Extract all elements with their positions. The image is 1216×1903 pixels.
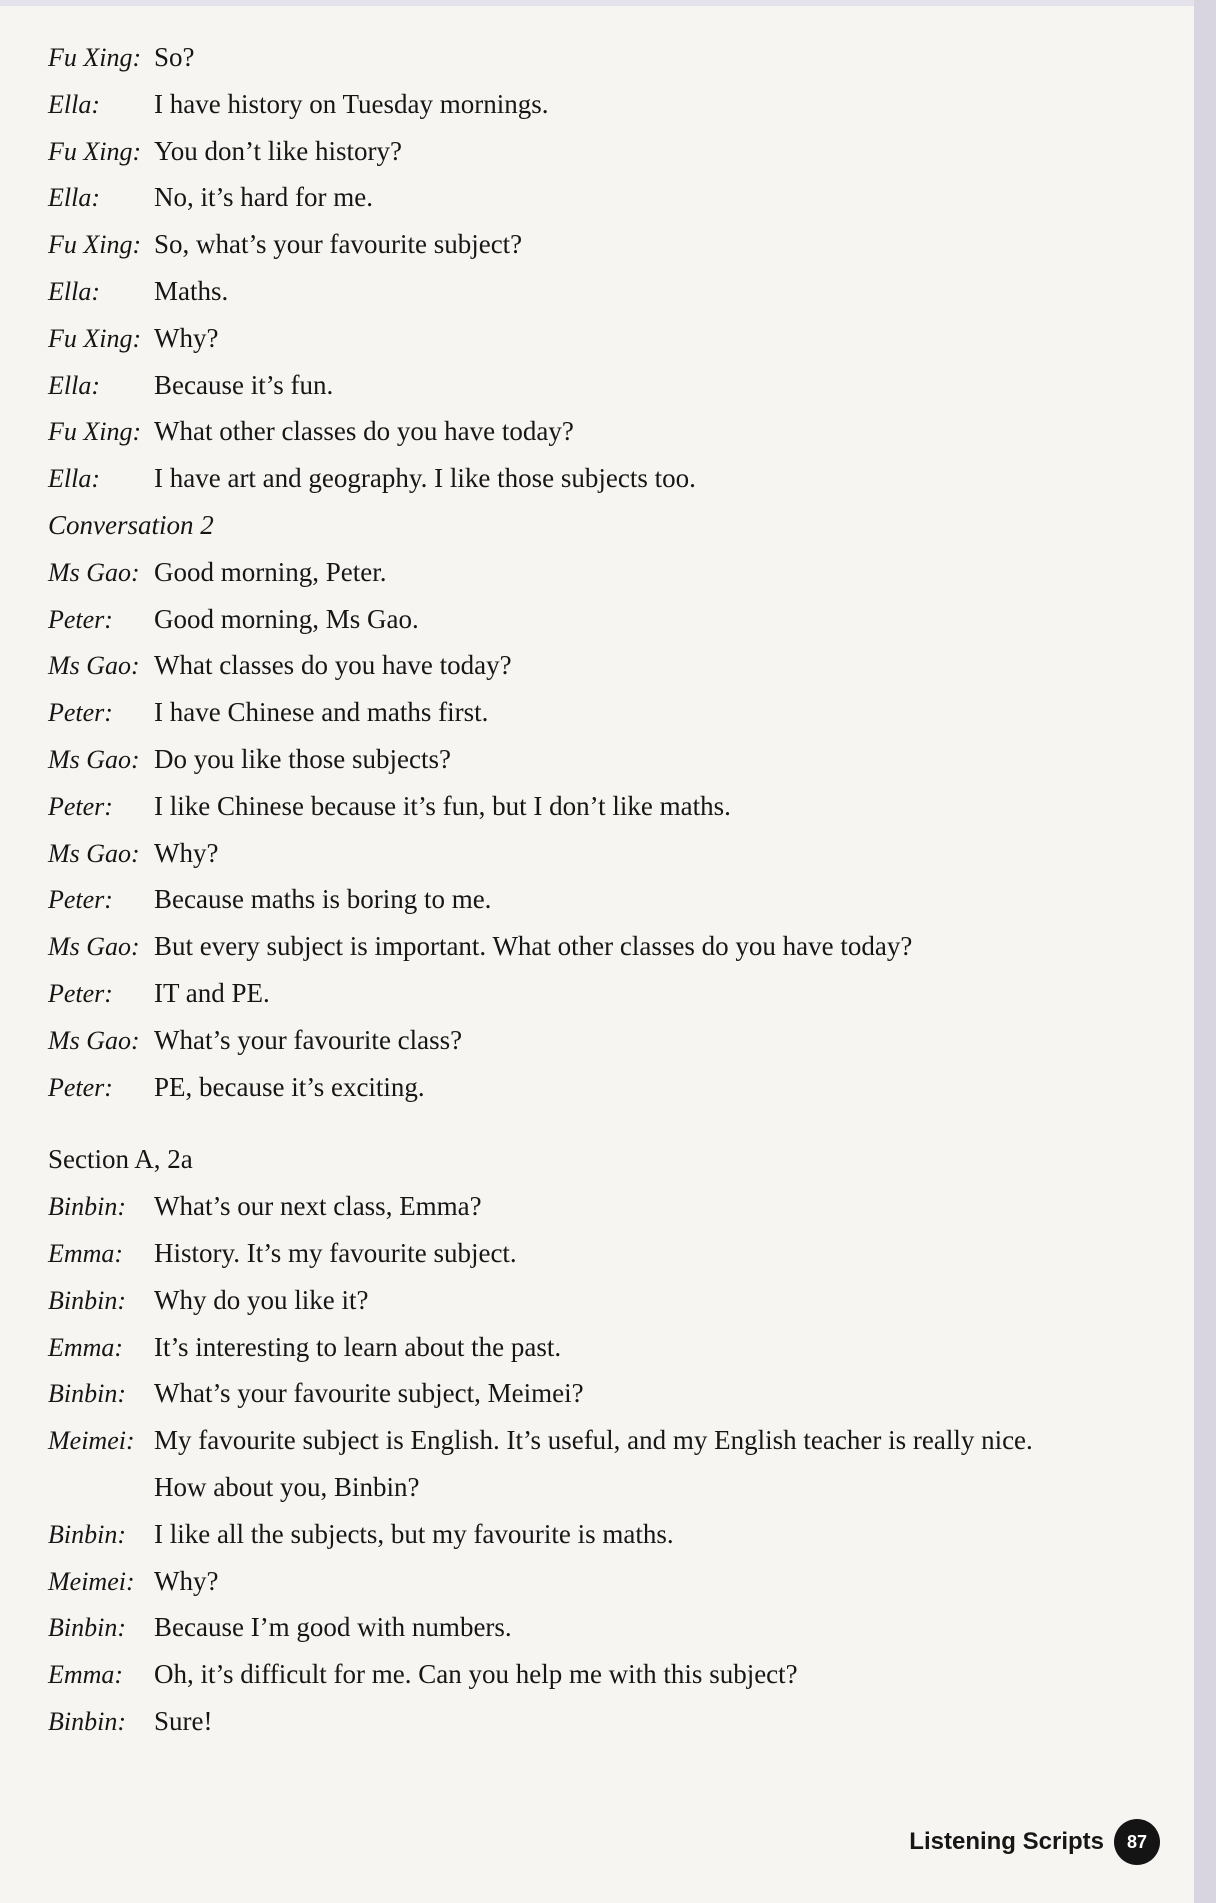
speaker-label: Ella: bbox=[48, 464, 100, 494]
conversation-2 bbox=[48, 549, 1168, 1111]
dialogue-text: Why do you like it? bbox=[154, 1284, 369, 1315]
dialogue-line bbox=[48, 1017, 1168, 1064]
speaker-label: Ms Gao: bbox=[48, 744, 140, 774]
dialogue-line bbox=[48, 876, 1168, 923]
dialogue-text: Why? bbox=[154, 1565, 219, 1596]
dialogue-text: I have Chinese and maths first. bbox=[154, 697, 489, 728]
speaker-label: Binbin: bbox=[48, 1379, 126, 1409]
dialogue-text: I have art and geography. I like those subjects too. bbox=[154, 463, 696, 494]
dialogue-text: I like all the subjects, but my favourite is maths. bbox=[154, 1518, 674, 1549]
dialogue-line bbox=[48, 268, 1168, 315]
speaker-label: Binbin: bbox=[48, 1192, 126, 1222]
speaker-label: Peter: bbox=[48, 604, 113, 634]
page-top-edge bbox=[0, 0, 1216, 6]
dialogue-text: Do you like those subjects? bbox=[154, 743, 451, 774]
speaker-label: Peter: bbox=[48, 885, 113, 915]
dialogue-line bbox=[48, 1230, 1168, 1277]
dialogue-text: So? bbox=[154, 42, 195, 72]
dialogue-line bbox=[48, 736, 1168, 783]
dialogue-text: Oh, it’s difficult for me. Can you help me with this subject? bbox=[154, 1659, 798, 1690]
dialogue-line bbox=[48, 1370, 1168, 1417]
speaker-label: Fu Xing: bbox=[48, 136, 142, 166]
speaker-label: Fu Xing: bbox=[48, 43, 142, 72]
dialogue-text: What’s your favourite class? bbox=[154, 1024, 463, 1055]
dialogue-line bbox=[48, 315, 1168, 362]
dialogue-text: Because I’m good with numbers. bbox=[154, 1612, 512, 1643]
dialogue-line bbox=[48, 362, 1168, 409]
speaker-label: Emma: bbox=[48, 1660, 124, 1690]
speaker-label: Fu Xing: bbox=[48, 230, 142, 260]
dialogue-text: No, it’s hard for me. bbox=[154, 182, 373, 213]
dialogue-line bbox=[48, 1277, 1168, 1324]
conversation-2-heading: Conversation 2 bbox=[48, 509, 214, 540]
speaker-label: Ella: bbox=[48, 89, 100, 119]
dialogue-text: I have history on Tuesday mornings. bbox=[154, 88, 549, 119]
page-number-badge: 87 bbox=[1114, 1819, 1160, 1865]
dialogue-text: History. It’s my favourite subject. bbox=[154, 1237, 517, 1268]
dialogue-line bbox=[48, 34, 1168, 81]
speaker-label: Ella: bbox=[48, 370, 100, 400]
speaker-label: Fu Xing: bbox=[48, 323, 142, 353]
dialogue-text: You don’t like history? bbox=[154, 135, 403, 166]
speaker-label: Binbin: bbox=[48, 1706, 126, 1736]
dialogue-text: Sure! bbox=[154, 1705, 213, 1736]
dialogue-line bbox=[48, 455, 1168, 502]
dialogue-text: PE, because it’s exciting. bbox=[154, 1071, 425, 1102]
dialogue-line bbox=[48, 1064, 1168, 1111]
dialogue-line bbox=[48, 1651, 1168, 1698]
dialogue-text: My favourite subject is English. It’s useful, and my English teacher is really nice. bbox=[154, 1425, 1033, 1456]
dialogue-text: Because it’s fun. bbox=[154, 369, 334, 400]
dialogue-text: What other classes do you have today? bbox=[154, 416, 574, 447]
dialogue-line bbox=[48, 642, 1168, 689]
dialogue-line bbox=[48, 1558, 1168, 1605]
speaker-label: Ms Gao: bbox=[48, 932, 140, 962]
dialogue-text: IT and PE. bbox=[154, 977, 270, 1008]
dialogue-line bbox=[48, 970, 1168, 1017]
dialogue-line bbox=[48, 174, 1168, 221]
dialogue-line bbox=[48, 830, 1168, 877]
footer-title: Listening Scripts bbox=[909, 1828, 1104, 1855]
dialogue-text: Good morning, Peter. bbox=[154, 556, 387, 587]
speaker-label: Peter: bbox=[48, 791, 113, 821]
speaker-label: Meimei: bbox=[48, 1426, 135, 1456]
dialogue-line bbox=[48, 596, 1168, 643]
section-a-2a bbox=[48, 1183, 1168, 1745]
dialogue-line bbox=[48, 1417, 1168, 1464]
speaker-label: Ms Gao: bbox=[48, 557, 140, 587]
dialogue-line bbox=[48, 1604, 1168, 1651]
speaker-label: Ms Gao: bbox=[48, 651, 140, 681]
dialogue-line bbox=[48, 81, 1168, 128]
dialogue-text: Because maths is boring to me. bbox=[154, 884, 492, 915]
speaker-label: Meimei: bbox=[48, 1566, 135, 1596]
dialogue-text: I like Chinese because it’s fun, but I don’t like maths. bbox=[154, 790, 731, 821]
page-footer bbox=[909, 1819, 1160, 1865]
dialogue-text: What classes do you have today? bbox=[154, 650, 512, 681]
dialogue-line bbox=[48, 1183, 1168, 1230]
dialogue-text: So, what’s your favourite subject? bbox=[154, 229, 523, 260]
dialogue-line bbox=[48, 783, 1168, 830]
dialogue-text: It’s interesting to learn about the past. bbox=[154, 1331, 562, 1362]
dialogue-line bbox=[48, 549, 1168, 596]
speaker-label: Binbin: bbox=[48, 1285, 126, 1315]
speaker-label: Ms Gao: bbox=[48, 1025, 140, 1055]
dialogue-line bbox=[48, 408, 1168, 455]
dialogue-line bbox=[48, 689, 1168, 736]
dialogue-text: How about you, Binbin? bbox=[154, 1471, 420, 1502]
speaker-label: Binbin: bbox=[48, 1613, 126, 1643]
dialogue-text: What’s our next class, Emma? bbox=[154, 1191, 482, 1222]
script-content bbox=[48, 34, 1168, 1745]
dialogue-line bbox=[48, 1511, 1168, 1558]
section-gap bbox=[48, 1110, 1168, 1136]
dialogue-text: Why? bbox=[154, 322, 219, 353]
dialogue-line bbox=[48, 1464, 1168, 1511]
speaker-label: Emma: bbox=[48, 1332, 124, 1362]
dialogue-text: Why? bbox=[154, 837, 219, 868]
speaker-label: Peter: bbox=[48, 1072, 113, 1102]
speaker-label: Peter: bbox=[48, 978, 113, 1008]
speaker-label: Ella: bbox=[48, 183, 100, 213]
page-right-edge bbox=[1194, 0, 1216, 1903]
section-heading: Section A, 2a bbox=[48, 1144, 193, 1175]
conversation-1 bbox=[48, 34, 1168, 502]
speaker-label: Binbin: bbox=[48, 1519, 126, 1549]
speaker-label: Ella: bbox=[48, 276, 100, 306]
speaker-label: Peter: bbox=[48, 698, 113, 728]
dialogue-line bbox=[48, 1324, 1168, 1371]
speaker-label: Fu Xing: bbox=[48, 417, 142, 447]
dialogue-line bbox=[48, 128, 1168, 175]
dialogue-line bbox=[48, 923, 1168, 970]
dialogue-line bbox=[48, 1698, 1168, 1745]
dialogue-line bbox=[48, 221, 1168, 268]
dialogue-text: Good morning, Ms Gao. bbox=[154, 603, 419, 634]
dialogue-text: What’s your favourite subject, Meimei? bbox=[154, 1378, 584, 1409]
speaker-label: Emma: bbox=[48, 1238, 124, 1268]
dialogue-text: Maths. bbox=[154, 275, 229, 306]
speaker-label: Ms Gao: bbox=[48, 838, 140, 868]
dialogue-text: But every subject is important. What other classes do you have today? bbox=[154, 931, 913, 962]
